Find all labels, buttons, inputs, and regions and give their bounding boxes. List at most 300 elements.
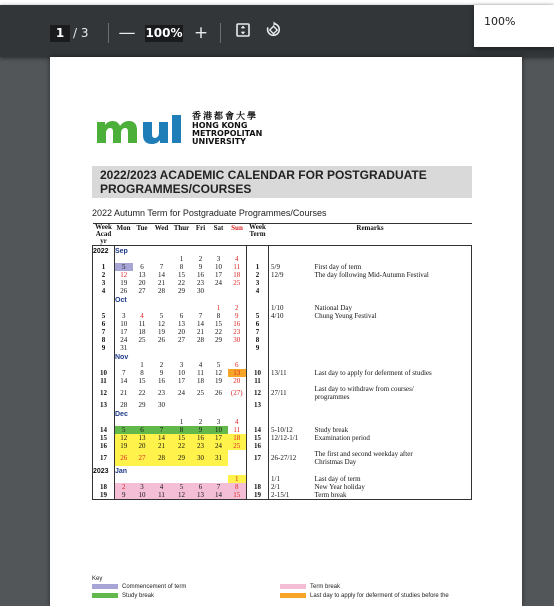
day-cell: 7 <box>152 426 172 434</box>
day-cell: 31 <box>120 344 128 352</box>
day-cell: 18 <box>228 434 247 442</box>
day-cell: 7 <box>210 483 228 491</box>
acad-week-cell: 15 <box>93 434 115 442</box>
key-item: Commencement of term <box>92 584 186 590</box>
remark-text: Last day to apply for deferment of studies <box>314 369 432 377</box>
remark-line: Last day to withdraw from courses/ <box>314 385 414 393</box>
day-cell: 14 <box>120 377 128 385</box>
remark-text <box>313 287 472 295</box>
day-cell: 1 <box>179 255 184 263</box>
remark-text <box>313 320 472 328</box>
day-cell: 18 <box>233 271 241 279</box>
remark-date <box>269 336 313 344</box>
acad-week-cell: 7 <box>93 328 115 336</box>
day-cell: 27 <box>178 336 185 344</box>
day-cell: 10 <box>120 320 128 328</box>
rotate-button[interactable] <box>260 20 286 46</box>
remark-text: National Day <box>314 304 353 312</box>
remark-date: 5-10/12 <box>271 426 293 434</box>
day-cell <box>152 344 172 352</box>
term-week-cell <box>247 409 269 418</box>
term-week-cell: 7 <box>247 328 269 336</box>
day-cell: 3 <box>216 255 221 263</box>
day-cell: 12 <box>158 320 165 328</box>
day-cell: 23 <box>233 328 241 336</box>
term-week-cell <box>247 418 269 426</box>
day-cell: 9 <box>115 491 133 500</box>
remark-text: The day following Mid-Autumn Festival <box>314 271 429 279</box>
day-cell: 26 <box>120 287 128 295</box>
day-cell: 22 <box>172 442 192 450</box>
remark-text: New Year holiday <box>314 483 365 491</box>
day-cell: 28 <box>158 287 165 295</box>
day-cell: 12 <box>172 491 192 500</box>
day-cell: 27 <box>138 287 146 295</box>
day-cell: 7 <box>159 263 164 271</box>
day-cell: 13 <box>228 369 247 377</box>
day-cell: 10 <box>133 491 152 500</box>
day-cell: 2 <box>115 483 133 491</box>
term-week-cell: 12 <box>247 385 269 401</box>
day-cell: 19 <box>215 377 222 385</box>
remark-date: 12/9 <box>271 271 284 279</box>
day-cell: 23 <box>192 442 210 450</box>
month-header-row <box>93 246 472 256</box>
title-line: 2022/2023 ACADEMIC CALENDAR FOR POSTGRADUATE <box>100 168 427 182</box>
term-week-cell <box>247 475 269 483</box>
term-week-cell: 9 <box>247 344 269 352</box>
day-cell: 9 <box>159 369 164 377</box>
term-week-cell <box>247 246 269 256</box>
remarks-cell <box>269 466 472 475</box>
day-cell: (27) <box>230 389 243 397</box>
week-row <box>93 483 472 491</box>
day-cell <box>210 401 228 409</box>
day-cell: 30 <box>158 401 165 409</box>
term-week-cell: 11 <box>247 377 269 385</box>
remark-date <box>269 442 313 450</box>
remark-date: 1/10 <box>271 304 284 312</box>
remarks-cell <box>269 246 472 256</box>
month-label: Dec <box>115 411 128 418</box>
day-cell: 5 <box>115 426 133 434</box>
remarks-cell <box>269 409 472 418</box>
term-week-cell: 5 <box>247 312 269 320</box>
term-week-cell: 13 <box>247 401 269 409</box>
acad-week-cell <box>93 304 115 312</box>
term-week-cell: 1 <box>247 263 269 271</box>
acad-week-cell: 13 <box>93 401 115 409</box>
day-cell: 30 <box>197 287 204 295</box>
remark-date: 5/9 <box>271 263 280 271</box>
remark-text <box>313 328 472 336</box>
remark-date: 2/1 <box>271 483 280 491</box>
remark-date <box>269 401 313 409</box>
day-cell: 16 <box>192 434 210 442</box>
day-cell: 26 <box>215 389 222 397</box>
remark-text <box>313 255 472 263</box>
day-cell: 23 <box>197 279 204 287</box>
month-header-row <box>93 295 472 304</box>
remark-text <box>313 361 472 369</box>
acad-week-cell <box>93 361 115 369</box>
day-cell: 28 <box>152 450 172 466</box>
day-cell: 10 <box>178 369 185 377</box>
header-mon: Mon <box>115 224 133 246</box>
fit-page-icon <box>235 22 251 38</box>
term-week-cell: 6 <box>247 320 269 328</box>
day-cell: 30 <box>233 336 241 344</box>
day-cell: 9 <box>192 426 210 434</box>
day-cell: 31 <box>210 450 228 466</box>
term-week-cell: 2 <box>247 271 269 279</box>
remark-text <box>313 450 472 466</box>
remark-text <box>313 418 472 426</box>
day-cell <box>228 287 247 295</box>
day-cell: 4 <box>152 483 172 491</box>
remark-text: Chung Yeung Festival <box>314 312 377 320</box>
day-cell <box>133 304 152 312</box>
day-cell: 23 <box>158 389 165 397</box>
term-week-cell: 18 <box>247 483 269 491</box>
day-cell <box>152 418 172 426</box>
remark-line: The first and second weekday after <box>314 450 413 458</box>
day-cell: 22 <box>138 389 146 397</box>
remark-date: 26-27/12 <box>271 454 297 462</box>
remark-date: 12/12-1/1 <box>271 434 299 442</box>
week-row <box>93 279 472 287</box>
day-cell: 29 <box>138 401 146 409</box>
year-cell: 2023 <box>93 466 115 475</box>
remark-date <box>269 361 313 369</box>
day-cell: 11 <box>138 320 146 328</box>
week-row <box>93 418 472 426</box>
day-cell: 11 <box>152 491 172 500</box>
day-cell: 3 <box>179 361 184 369</box>
year-cell: 2022 <box>93 246 115 256</box>
day-cell: 10 <box>215 263 222 271</box>
month-label: Sep <box>115 248 128 255</box>
day-cell: 18 <box>197 377 204 385</box>
day-cell: 18 <box>138 328 146 336</box>
term-week-cell: 16 <box>247 442 269 450</box>
week-row <box>93 442 472 450</box>
remark-date <box>269 377 313 385</box>
day-cell: 13 <box>178 320 185 328</box>
remark-line: Christmas Day <box>314 458 357 466</box>
key-swatch <box>280 584 306 589</box>
week-row <box>93 328 472 336</box>
day-cell: 30 <box>192 450 210 466</box>
day-cell: 7 <box>122 369 126 377</box>
acad-week-cell: 14 <box>93 426 115 434</box>
day-cell <box>133 344 152 352</box>
day-cell: 4 <box>140 312 144 320</box>
day-cell: 5 <box>159 312 164 320</box>
day-cell <box>172 344 192 352</box>
name-line: UNIVERSITY <box>192 137 246 146</box>
day-cell: 26 <box>115 450 133 466</box>
term-week-cell: 10 <box>247 369 269 377</box>
day-cell: 20 <box>138 279 146 287</box>
key-item: Term break <box>280 584 340 590</box>
day-cell: 2 <box>235 304 239 312</box>
key-swatch <box>92 584 118 589</box>
acad-week-cell: 3 <box>93 279 115 287</box>
remark-text: Term break <box>313 491 472 500</box>
page-number-input[interactable]: 1 <box>50 25 70 42</box>
week-row <box>93 336 472 344</box>
day-cell: 26 <box>158 336 165 344</box>
remark-text <box>313 377 472 385</box>
day-cell: 8 <box>228 483 247 491</box>
remark-date <box>269 418 313 426</box>
acad-week-cell: 5 <box>93 312 115 320</box>
day-cell <box>133 418 152 426</box>
day-cell: 16 <box>233 320 241 328</box>
remark-text <box>313 336 472 344</box>
remark-date: 27/11 <box>271 389 287 397</box>
zoom-level-input[interactable]: 100% <box>145 26 183 40</box>
day-cell: 20 <box>178 328 185 336</box>
day-cell: 11 <box>197 369 204 377</box>
week-row <box>93 344 472 352</box>
term-week-cell: 14 <box>247 426 269 434</box>
day-cell <box>172 401 192 409</box>
day-cell: 3 <box>216 418 221 426</box>
day-cell: 28 <box>120 401 128 409</box>
day-cell: 24 <box>120 336 128 344</box>
day-cell: 14 <box>158 271 165 279</box>
header-sun: Sun <box>228 224 247 246</box>
day-cell: 28 <box>197 336 204 344</box>
key-swatch <box>92 593 118 598</box>
day-cell: 29 <box>215 336 222 344</box>
day-cell: 13 <box>138 271 146 279</box>
chinese-name: 香港都會大學 <box>192 112 259 122</box>
header-fri: Fri <box>192 224 210 246</box>
term-week-cell: 4 <box>247 287 269 295</box>
remark-text <box>313 401 472 409</box>
key-item: Last day to apply for deferment of studies before the <box>280 593 449 599</box>
remark-text <box>313 279 472 287</box>
day-cell: 5 <box>115 263 133 271</box>
remark-text <box>313 442 472 450</box>
day-cell <box>115 361 133 369</box>
day-cell: 27 <box>133 450 152 466</box>
day-cell <box>192 304 210 312</box>
day-cell <box>115 304 133 312</box>
day-cell: 1 <box>228 475 247 483</box>
term-subtitle: 2022 Autumn Term for Postgraduate Programmes/Courses <box>92 208 327 218</box>
key-swatch <box>280 593 306 598</box>
day-cell: 15 <box>228 491 247 500</box>
calendar-body <box>93 246 472 500</box>
month-header-row <box>93 352 472 361</box>
table-header-row <box>93 224 472 246</box>
day-cell: 12 <box>115 434 133 442</box>
day-cell: 24 <box>215 279 222 287</box>
week-row <box>93 320 472 328</box>
day-cell: 29 <box>178 287 185 295</box>
day-cell: 21 <box>120 389 128 397</box>
day-cell: 5 <box>216 361 221 369</box>
header-acad-week: Week Acad yr <box>93 224 115 246</box>
day-cell: 3 <box>133 483 152 491</box>
day-cell: 3 <box>122 312 126 320</box>
day-cell: 19 <box>158 328 165 336</box>
day-cell: 25 <box>233 279 241 287</box>
day-cell: 8 <box>172 426 192 434</box>
day-cell: 20 <box>233 377 241 385</box>
day-cell <box>152 475 172 483</box>
remark-date <box>269 344 313 352</box>
header-term-week: Week Term <box>247 224 269 246</box>
calendar-table <box>92 223 472 500</box>
day-cell: 19 <box>120 279 128 287</box>
day-cell: 11 <box>233 426 241 434</box>
header-thur: Thur <box>172 224 192 246</box>
acad-week-cell <box>93 475 115 483</box>
day-cell: 24 <box>178 389 185 397</box>
acad-week-cell: 19 <box>93 491 115 500</box>
day-cell <box>210 344 228 352</box>
remarks-cell <box>269 352 472 361</box>
zoom-in-button[interactable]: + <box>193 23 209 43</box>
header-sat: Sat <box>210 224 228 246</box>
week-row <box>93 475 472 483</box>
month-label: Jan <box>115 468 128 475</box>
header-tue: Tue <box>133 224 152 246</box>
term-week-cell <box>247 352 269 361</box>
day-cell: 17 <box>215 271 222 279</box>
day-cell: 14 <box>210 491 228 500</box>
year-cell <box>93 295 115 304</box>
day-cell <box>172 475 192 483</box>
zoom-popup <box>474 5 554 47</box>
remark-text: Last day of term <box>314 475 361 483</box>
remarks-cell <box>269 295 472 304</box>
header-remarks: Remarks <box>269 224 472 246</box>
day-cell: 8 <box>179 263 184 271</box>
week-row <box>93 312 472 320</box>
remark-date <box>269 328 313 336</box>
day-cell: 17 <box>178 377 185 385</box>
day-cell: 13 <box>133 434 152 442</box>
day-cell: 24 <box>210 442 228 450</box>
day-cell: 6 <box>192 483 210 491</box>
acad-week-cell <box>93 255 115 263</box>
term-week-cell: 19 <box>247 491 269 500</box>
fit-page-button[interactable] <box>230 20 256 46</box>
remark-date <box>269 287 313 295</box>
day-cell: 6 <box>235 361 239 369</box>
week-row <box>93 271 472 279</box>
remark-date: 1/1 <box>271 475 280 483</box>
acad-week-cell: 1 <box>93 263 115 271</box>
pdf-page <box>50 57 522 606</box>
day-cell: 5 <box>172 483 192 491</box>
day-cell: 16 <box>158 377 165 385</box>
term-week-cell: 8 <box>247 336 269 344</box>
document-title <box>92 166 472 198</box>
remark-date <box>269 255 313 263</box>
day-cell <box>172 304 192 312</box>
zoom-out-button[interactable]: — <box>118 23 136 43</box>
day-cell <box>228 344 247 352</box>
day-cell: 7 <box>198 312 203 320</box>
day-cell: 1 <box>216 304 221 312</box>
term-week-cell: 3 <box>247 279 269 287</box>
day-cell: 1 <box>179 418 184 426</box>
day-cell <box>115 475 133 483</box>
week-row <box>93 434 472 442</box>
day-cell: 9 <box>198 263 203 271</box>
day-cell: 14 <box>197 320 204 328</box>
day-cell: 13 <box>192 491 210 500</box>
day-cell: 29 <box>172 450 192 466</box>
term-week-cell <box>247 361 269 369</box>
term-week-cell <box>247 295 269 304</box>
acad-week-cell: 6 <box>93 320 115 328</box>
day-cell: 8 <box>140 369 144 377</box>
university-logo <box>95 113 187 145</box>
remark-text: Study break <box>314 426 349 434</box>
day-cell <box>152 304 172 312</box>
acad-week-cell: 16 <box>93 442 115 450</box>
day-cell: 20 <box>133 442 152 450</box>
day-cell <box>192 344 210 352</box>
day-cell <box>210 475 228 483</box>
week-row <box>93 255 472 263</box>
month-header-row <box>93 409 472 418</box>
day-cell <box>115 418 133 426</box>
remark-line: programmes <box>314 393 350 401</box>
day-cell: 15 <box>172 434 192 442</box>
university-name <box>192 113 262 146</box>
remark-date: 2-15/1 <box>269 491 313 500</box>
week-row <box>93 426 472 434</box>
week-row <box>93 304 472 312</box>
day-cell: 16 <box>197 271 204 279</box>
day-cell: 21 <box>158 279 165 287</box>
term-week-cell <box>247 466 269 475</box>
acad-week-cell: 8 <box>93 336 115 344</box>
day-cell: 22 <box>215 328 222 336</box>
zoom-popup-value: 100% <box>484 15 516 28</box>
toolbar-divider <box>220 23 221 43</box>
year-cell <box>93 352 115 361</box>
day-cell: 12 <box>120 271 128 279</box>
day-cell: 6 <box>179 312 184 320</box>
month-label: Nov <box>115 354 129 361</box>
remark-date <box>269 279 313 287</box>
day-cell <box>192 401 210 409</box>
week-row <box>93 361 472 369</box>
remark-date <box>269 320 313 328</box>
term-week-cell: 17 <box>247 450 269 466</box>
acad-week-cell: 10 <box>93 369 115 377</box>
pdf-toolbar <box>0 5 554 57</box>
remark-text <box>313 385 472 401</box>
key-item: Study break <box>92 593 154 599</box>
week-row <box>93 450 472 466</box>
day-cell: 25 <box>228 442 247 450</box>
day-cell <box>228 401 247 409</box>
acad-week-cell: 2 <box>93 271 115 279</box>
month-header-row <box>93 466 472 475</box>
day-cell: 25 <box>197 389 204 397</box>
